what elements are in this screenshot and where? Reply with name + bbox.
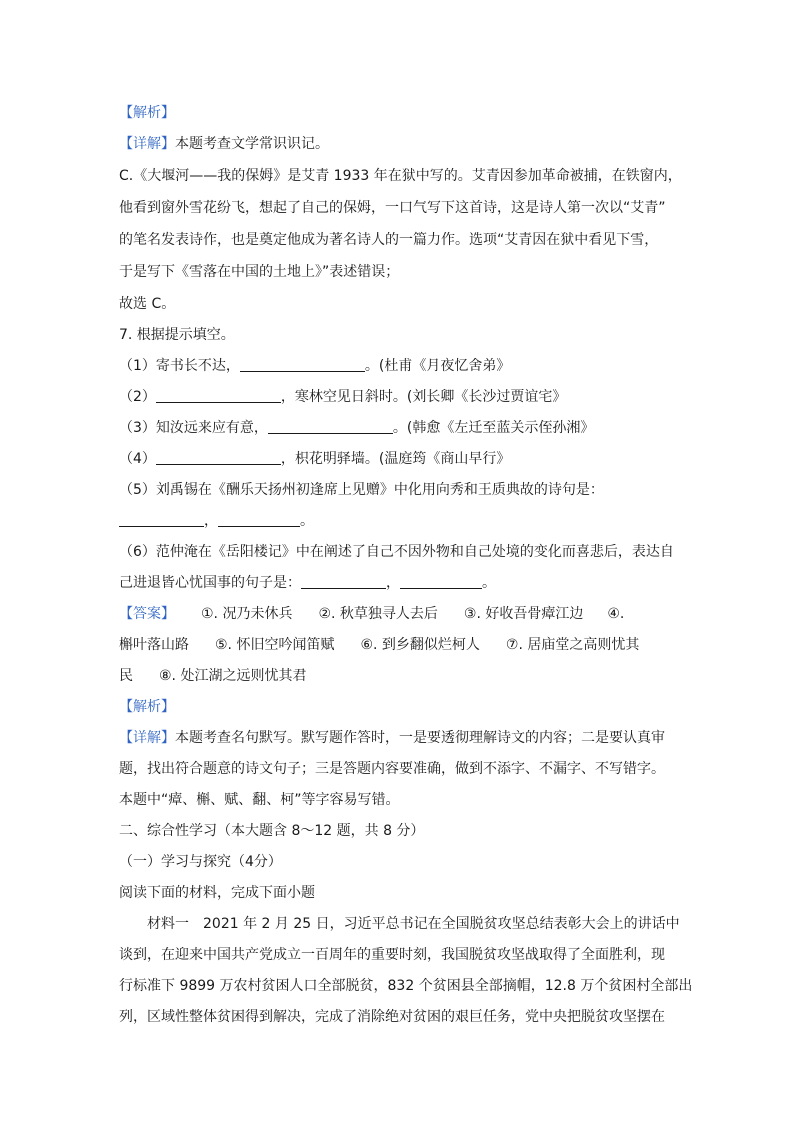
item-text: ，枳花明驿墙。(温庭筠《商山早行》 [280, 451, 511, 467]
section-heading: 二、综合性学习（本大题含 8～12 题，共 8 分） [119, 823, 425, 839]
answer-blank[interactable] [119, 512, 204, 527]
paragraph-line: 他看到窗外雪花纷飞，想起了自己的保姆，一口气写下这首诗，这是诗人第一次以“艾青” [119, 200, 666, 216]
answer-tag: 【答案】 [119, 606, 175, 622]
answer-item: ②. 秋草独寻人去后 [318, 606, 438, 622]
question-item [119, 480, 694, 500]
detail-line: 本题中“瘴、槲、赋、翻、柯”等字容易写错。 [119, 792, 400, 808]
subsection-heading: （一）学习与探究（4分） [119, 854, 282, 870]
analysis-tag: 【解析】 [119, 105, 175, 121]
answer-item: 民 [119, 668, 133, 684]
blank-line: ， 。 [119, 511, 694, 531]
answer-item: ⑦. 居庙堂之高则忧其 [505, 637, 640, 653]
detail-text: 本题考查文学常识识记。 [175, 136, 329, 152]
material-line: 谈到，在迎来中国共产党成立一百周年的重要时刻，我国脱贫攻坚战取得了全面胜利，现 [119, 947, 665, 963]
item-text: ，寒林空见日斜时。(刘长卿《长沙过贾谊宅》 [280, 389, 567, 405]
item-number: （6） [119, 544, 156, 560]
detail-text: 本题考查名句默写。默写题作答时，一是要透彻理解诗文的内容；二是要认真审 [175, 730, 665, 746]
paragraph-line: C.《大堰河——我的保姆》是艾青 1933 年在狱中写的。艾青因参加革命被捕，在铁窗内， [119, 168, 682, 184]
question-title: 7. 根据提示填空。 [119, 327, 235, 343]
item-text: 己进退皆心忧国事的句子是： [119, 575, 301, 591]
item-number: （1） [119, 358, 156, 374]
answer-blank[interactable] [301, 574, 386, 589]
item-number: （3） [119, 420, 156, 436]
answer-item: ④. [607, 606, 625, 622]
analysis-tag: 【解析】 [119, 699, 175, 715]
answer-item: ⑤. 怀旧空吟闻笛赋 [215, 637, 335, 653]
material-line: 行标准下 9899 万农村贫困人口全部脱贫，832 个贫困县全部摘帽，12.8 万个贫困村全部出 [119, 978, 693, 994]
question-item [119, 418, 694, 438]
item-number: （2） [119, 389, 156, 405]
item-text: 范仲淹在《岳阳楼记》中在阐述了自己不因外物和自己处境的变化而喜悲后，表达自 [155, 544, 674, 560]
detail-tag: 【详解】 [119, 136, 175, 152]
question-item-cont: 己进退皆心忧国事的句子是： ， 。 [119, 575, 496, 591]
material-line: 材料一 2021 年 2 月 25 日，习近平总书记在全国脱贫攻坚总结表彰大会上的讲话中 [147, 916, 680, 932]
answer-item: ⑧. 处江湖之远则忧其君 [159, 668, 307, 684]
answer-item: ③. 好收吾骨瘴江边 [463, 606, 584, 622]
conclusion-line: 故选 C。 [119, 296, 176, 312]
paragraph-line: 的笔名发表诗作，也是奠定他成为著名诗人的一篇力作。选项“艾青因在狱中看见下雪， [119, 232, 659, 248]
answer-item: 槲叶落山路 [119, 637, 189, 653]
answer-blank[interactable] [156, 388, 281, 403]
answer-blank[interactable] [400, 574, 482, 589]
item-number: （4） [119, 451, 156, 467]
material-line: 列，区域性整体贫困得到解决，完成了消除绝对贫困的艰巨任务，党中央把脱贫攻坚摆在 [119, 1009, 665, 1025]
answer-item: ①. 况乃未休兵 [201, 606, 293, 622]
answer-item: ⑥. 到乡翻似烂柯人 [360, 637, 480, 653]
detail-tag: 【详解】 [119, 730, 175, 746]
answer-blank[interactable] [156, 450, 281, 465]
answer-line [119, 635, 694, 655]
answer-line [119, 666, 694, 686]
item-text: 。(杜甫《月夜忆舍弟》 [364, 358, 511, 374]
question-item [119, 387, 694, 407]
item-text: 刘禹锡在《酬乐天扬州初逢席上见赠》中化用向秀和王质典故的诗句是： [155, 482, 604, 498]
item-number: （5） [119, 482, 156, 498]
instruction: 阅读下面的材料，完成下面小题 [119, 885, 315, 901]
answer-blank[interactable] [268, 419, 393, 434]
answer-line [119, 604, 694, 624]
question-item [119, 449, 694, 469]
paragraph-line: 于是写下《雪落在中国的土地上》”表述错误； [119, 264, 400, 280]
item-text: 。(韩愈《左迁至蓝关示侄孙湘》 [392, 420, 595, 436]
question-item [119, 356, 694, 376]
answer-blank[interactable] [240, 357, 365, 372]
answer-blank[interactable] [218, 512, 300, 527]
question-item [119, 542, 694, 562]
detail-line [119, 728, 694, 748]
item-text: 知汝远来应有意， [155, 420, 268, 436]
item-text: 寄书长不达， [155, 358, 240, 374]
detail-line: 题，找出符合题意的诗文句子；三是答题内容要准确，做到不添字、不漏字、不写错字。 [119, 761, 665, 777]
detail-line [119, 134, 694, 154]
